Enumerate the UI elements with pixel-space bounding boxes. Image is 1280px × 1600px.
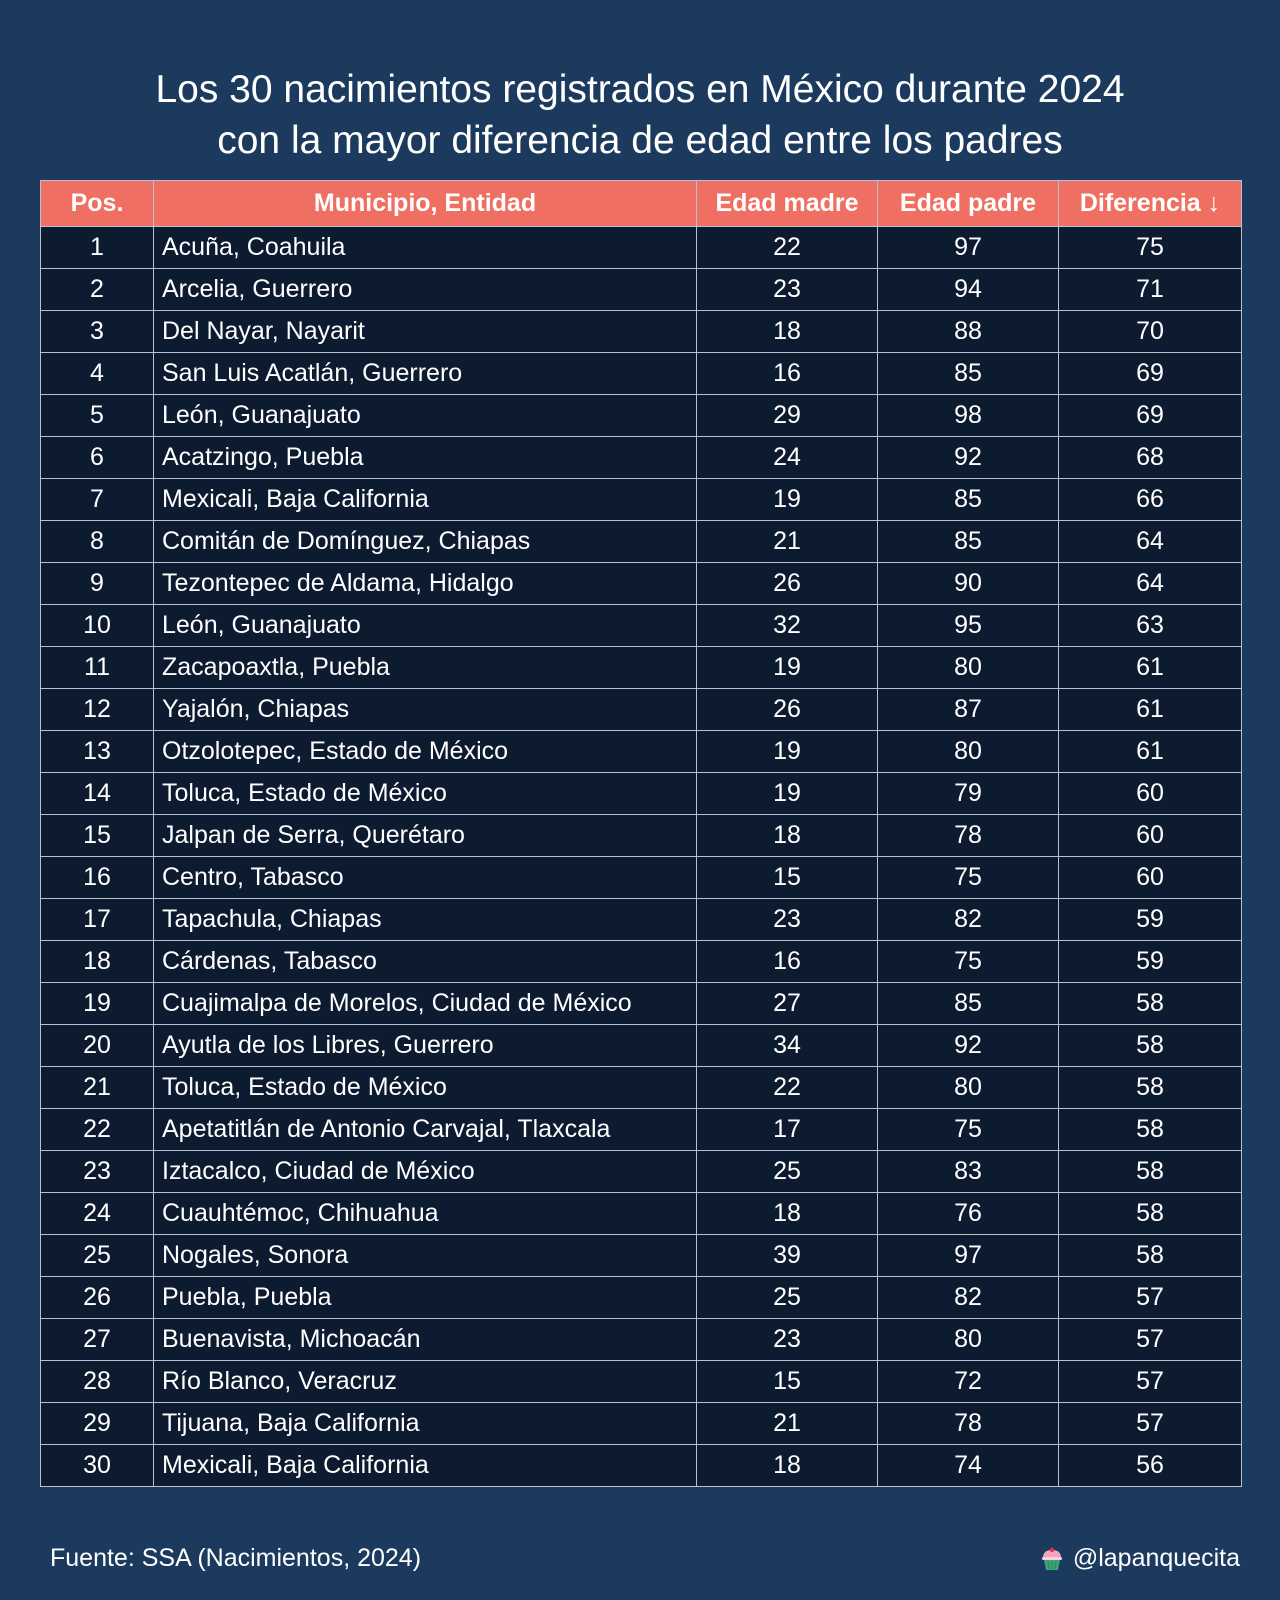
cell-diferencia: 66 — [1059, 479, 1242, 521]
cell-diferencia: 69 — [1059, 395, 1242, 437]
table-row — [41, 1235, 1242, 1277]
cell-edad-padre: 75 — [878, 941, 1059, 983]
table-row — [41, 479, 1242, 521]
cell-pos: 21 — [41, 1067, 154, 1109]
cell-diferencia: 61 — [1059, 689, 1242, 731]
cell-edad-padre: 78 — [878, 815, 1059, 857]
cell-edad-madre: 27 — [697, 983, 878, 1025]
births-table — [40, 180, 1242, 1487]
table-row — [41, 563, 1242, 605]
cell-municipio: Centro, Tabasco — [154, 857, 697, 899]
table-row — [41, 1193, 1242, 1235]
table-row — [41, 773, 1242, 815]
cell-edad-padre: 80 — [878, 1067, 1059, 1109]
cell-pos: 2 — [41, 269, 154, 311]
cell-municipio: Apetatitlán de Antonio Carvajal, Tlaxcala — [154, 1109, 697, 1151]
cell-pos: 22 — [41, 1109, 154, 1151]
cell-municipio: Río Blanco, Veracruz — [154, 1361, 697, 1403]
cell-pos: 7 — [41, 479, 154, 521]
cell-edad-madre: 29 — [697, 395, 878, 437]
cell-edad-padre: 85 — [878, 353, 1059, 395]
cell-edad-madre: 18 — [697, 1193, 878, 1235]
cell-diferencia: 57 — [1059, 1277, 1242, 1319]
cell-edad-padre: 82 — [878, 1277, 1059, 1319]
page-title — [0, 64, 1280, 166]
cell-municipio: Jalpan de Serra, Querétaro — [154, 815, 697, 857]
cell-edad-madre: 19 — [697, 647, 878, 689]
cell-edad-padre: 74 — [878, 1445, 1059, 1487]
cell-pos: 17 — [41, 899, 154, 941]
cell-pos: 10 — [41, 605, 154, 647]
cell-edad-madre: 19 — [697, 731, 878, 773]
cell-municipio: Otzolotepec, Estado de México — [154, 731, 697, 773]
cell-pos: 16 — [41, 857, 154, 899]
table-row — [41, 1025, 1242, 1067]
table-row — [41, 1067, 1242, 1109]
cell-diferencia: 70 — [1059, 311, 1242, 353]
source-note: Fuente: SSA (Nacimientos, 2024) — [50, 1544, 422, 1572]
cell-edad-padre: 72 — [878, 1361, 1059, 1403]
cell-pos: 24 — [41, 1193, 154, 1235]
cell-edad-madre: 16 — [697, 353, 878, 395]
cell-edad-madre: 34 — [697, 1025, 878, 1067]
cell-pos: 25 — [41, 1235, 154, 1277]
cell-municipio: Mexicali, Baja California — [154, 479, 697, 521]
cell-diferencia: 58 — [1059, 1151, 1242, 1193]
cell-diferencia: 58 — [1059, 1025, 1242, 1067]
cell-edad-madre: 23 — [697, 899, 878, 941]
cell-edad-padre: 92 — [878, 1025, 1059, 1067]
cell-diferencia: 61 — [1059, 731, 1242, 773]
cell-diferencia: 61 — [1059, 647, 1242, 689]
table-row — [41, 815, 1242, 857]
table-header-row — [41, 181, 1242, 227]
table-row — [41, 857, 1242, 899]
cell-edad-madre: 18 — [697, 311, 878, 353]
cell-edad-padre: 98 — [878, 395, 1059, 437]
cell-pos: 30 — [41, 1445, 154, 1487]
column-header-pos: Pos. — [41, 181, 154, 227]
table-row — [41, 941, 1242, 983]
cell-municipio: Mexicali, Baja California — [154, 1445, 697, 1487]
cell-diferencia: 57 — [1059, 1403, 1242, 1445]
title-line-2: con la mayor diferencia de edad entre los padres — [217, 119, 1063, 163]
cell-diferencia: 69 — [1059, 353, 1242, 395]
cell-pos: 19 — [41, 983, 154, 1025]
cell-municipio: Comitán de Domínguez, Chiapas — [154, 521, 697, 563]
cell-pos: 4 — [41, 353, 154, 395]
cell-diferencia: 64 — [1059, 521, 1242, 563]
table-row — [41, 1277, 1242, 1319]
cell-pos: 20 — [41, 1025, 154, 1067]
cell-diferencia: 58 — [1059, 1067, 1242, 1109]
cell-municipio: Ayutla de los Libres, Guerrero — [154, 1025, 697, 1067]
cell-pos: 26 — [41, 1277, 154, 1319]
cell-edad-madre: 21 — [697, 1403, 878, 1445]
cell-edad-padre: 82 — [878, 899, 1059, 941]
table-row — [41, 689, 1242, 731]
cell-edad-madre: 19 — [697, 773, 878, 815]
cell-edad-madre: 23 — [697, 1319, 878, 1361]
column-header-edad-padre: Edad padre — [878, 181, 1059, 227]
column-header-edad-madre: Edad madre — [697, 181, 878, 227]
cell-pos: 6 — [41, 437, 154, 479]
table-row — [41, 521, 1242, 563]
cell-pos: 29 — [41, 1403, 154, 1445]
cell-edad-madre: 26 — [697, 689, 878, 731]
cell-diferencia: 58 — [1059, 1235, 1242, 1277]
cell-diferencia: 59 — [1059, 899, 1242, 941]
cell-diferencia: 56 — [1059, 1445, 1242, 1487]
cell-pos: 5 — [41, 395, 154, 437]
table-row — [41, 1445, 1242, 1487]
cell-diferencia: 57 — [1059, 1361, 1242, 1403]
cell-edad-padre: 92 — [878, 437, 1059, 479]
cell-pos: 12 — [41, 689, 154, 731]
cell-edad-padre: 80 — [878, 1319, 1059, 1361]
cell-edad-madre: 24 — [697, 437, 878, 479]
table-row — [41, 353, 1242, 395]
cell-edad-padre: 95 — [878, 605, 1059, 647]
cell-edad-padre: 97 — [878, 1235, 1059, 1277]
table-row — [41, 311, 1242, 353]
cell-edad-padre: 80 — [878, 647, 1059, 689]
cell-edad-padre: 97 — [878, 227, 1059, 269]
cell-municipio: Tapachula, Chiapas — [154, 899, 697, 941]
cell-municipio: Arcelia, Guerrero — [154, 269, 697, 311]
cell-edad-padre: 90 — [878, 563, 1059, 605]
table-row — [41, 983, 1242, 1025]
cell-municipio: Acatzingo, Puebla — [154, 437, 697, 479]
cell-edad-padre: 75 — [878, 1109, 1059, 1151]
cell-diferencia: 68 — [1059, 437, 1242, 479]
cell-municipio: Cuajimalpa de Morelos, Ciudad de México — [154, 983, 697, 1025]
author-credit — [1039, 1544, 1240, 1573]
cell-pos: 23 — [41, 1151, 154, 1193]
table-row — [41, 1403, 1242, 1445]
cell-diferencia: 64 — [1059, 563, 1242, 605]
table-row — [41, 437, 1242, 479]
table-row — [41, 605, 1242, 647]
table-row — [41, 1319, 1242, 1361]
cupcake-icon — [1039, 1546, 1065, 1572]
cell-pos: 13 — [41, 731, 154, 773]
cell-edad-padre: 75 — [878, 857, 1059, 899]
cell-pos: 11 — [41, 647, 154, 689]
cell-municipio: Nogales, Sonora — [154, 1235, 697, 1277]
table-row — [41, 1151, 1242, 1193]
table-body — [41, 227, 1242, 1487]
cell-edad-padre: 85 — [878, 983, 1059, 1025]
cell-edad-madre: 15 — [697, 857, 878, 899]
cell-municipio: Toluca, Estado de México — [154, 773, 697, 815]
cell-edad-madre: 16 — [697, 941, 878, 983]
cell-edad-padre: 94 — [878, 269, 1059, 311]
cell-edad-madre: 32 — [697, 605, 878, 647]
cell-diferencia: 60 — [1059, 815, 1242, 857]
cell-municipio: Iztacalco, Ciudad de México — [154, 1151, 697, 1193]
column-header-municipio: Municipio, Entidad — [154, 181, 697, 227]
cell-diferencia: 58 — [1059, 1193, 1242, 1235]
table-row — [41, 1109, 1242, 1151]
cell-edad-madre: 26 — [697, 563, 878, 605]
cell-edad-madre: 21 — [697, 521, 878, 563]
table-row — [41, 647, 1242, 689]
cell-municipio: Toluca, Estado de México — [154, 1067, 697, 1109]
table-row — [41, 899, 1242, 941]
cell-municipio: León, Guanajuato — [154, 395, 697, 437]
cell-edad-padre: 78 — [878, 1403, 1059, 1445]
cell-municipio: San Luis Acatlán, Guerrero — [154, 353, 697, 395]
table-row — [41, 227, 1242, 269]
cell-municipio: Tijuana, Baja California — [154, 1403, 697, 1445]
cell-edad-madre: 25 — [697, 1277, 878, 1319]
cell-municipio: Tezontepec de Aldama, Hidalgo — [154, 563, 697, 605]
cell-diferencia: 75 — [1059, 227, 1242, 269]
cell-edad-madre: 18 — [697, 815, 878, 857]
cell-pos: 28 — [41, 1361, 154, 1403]
cell-pos: 3 — [41, 311, 154, 353]
cell-municipio: Buenavista, Michoacán — [154, 1319, 697, 1361]
cell-edad-madre: 22 — [697, 227, 878, 269]
cell-diferencia: 59 — [1059, 941, 1242, 983]
cell-municipio: León, Guanajuato — [154, 605, 697, 647]
cell-diferencia: 63 — [1059, 605, 1242, 647]
cell-pos: 14 — [41, 773, 154, 815]
table-row — [41, 269, 1242, 311]
cell-municipio: Acuña, Coahuila — [154, 227, 697, 269]
cell-edad-madre: 19 — [697, 479, 878, 521]
cell-pos: 1 — [41, 227, 154, 269]
cell-diferencia: 71 — [1059, 269, 1242, 311]
cell-diferencia: 57 — [1059, 1319, 1242, 1361]
cell-edad-madre: 25 — [697, 1151, 878, 1193]
cell-municipio: Cárdenas, Tabasco — [154, 941, 697, 983]
cell-diferencia: 60 — [1059, 773, 1242, 815]
cell-edad-padre: 85 — [878, 521, 1059, 563]
cell-edad-madre: 15 — [697, 1361, 878, 1403]
cell-pos: 15 — [41, 815, 154, 857]
cell-municipio: Del Nayar, Nayarit — [154, 311, 697, 353]
cell-municipio: Puebla, Puebla — [154, 1277, 697, 1319]
cell-edad-padre: 85 — [878, 479, 1059, 521]
cell-edad-padre: 88 — [878, 311, 1059, 353]
cell-pos: 9 — [41, 563, 154, 605]
cell-diferencia: 58 — [1059, 1109, 1242, 1151]
cell-edad-madre: 17 — [697, 1109, 878, 1151]
cell-edad-padre: 83 — [878, 1151, 1059, 1193]
cell-municipio: Cuauhtémoc, Chihuahua — [154, 1193, 697, 1235]
cell-diferencia: 60 — [1059, 857, 1242, 899]
cell-edad-madre: 23 — [697, 269, 878, 311]
table-row — [41, 1361, 1242, 1403]
cell-edad-madre: 39 — [697, 1235, 878, 1277]
title-line-1: Los 30 nacimientos registrados en México durante 2024 — [155, 68, 1125, 112]
table-row — [41, 395, 1242, 437]
cell-pos: 27 — [41, 1319, 154, 1361]
cell-edad-padre: 79 — [878, 773, 1059, 815]
cell-edad-madre: 22 — [697, 1067, 878, 1109]
cell-pos: 8 — [41, 521, 154, 563]
table-row — [41, 731, 1242, 773]
author-handle: @lapanquecita — [1072, 1544, 1240, 1572]
cell-pos: 18 — [41, 941, 154, 983]
cell-municipio: Yajalón, Chiapas — [154, 689, 697, 731]
cell-edad-padre: 87 — [878, 689, 1059, 731]
cell-edad-padre: 76 — [878, 1193, 1059, 1235]
cell-edad-madre: 18 — [697, 1445, 878, 1487]
cell-edad-padre: 80 — [878, 731, 1059, 773]
column-header-diferencia: Diferencia ↓ — [1059, 181, 1242, 227]
cell-municipio: Zacapoaxtla, Puebla — [154, 647, 697, 689]
cell-diferencia: 58 — [1059, 983, 1242, 1025]
